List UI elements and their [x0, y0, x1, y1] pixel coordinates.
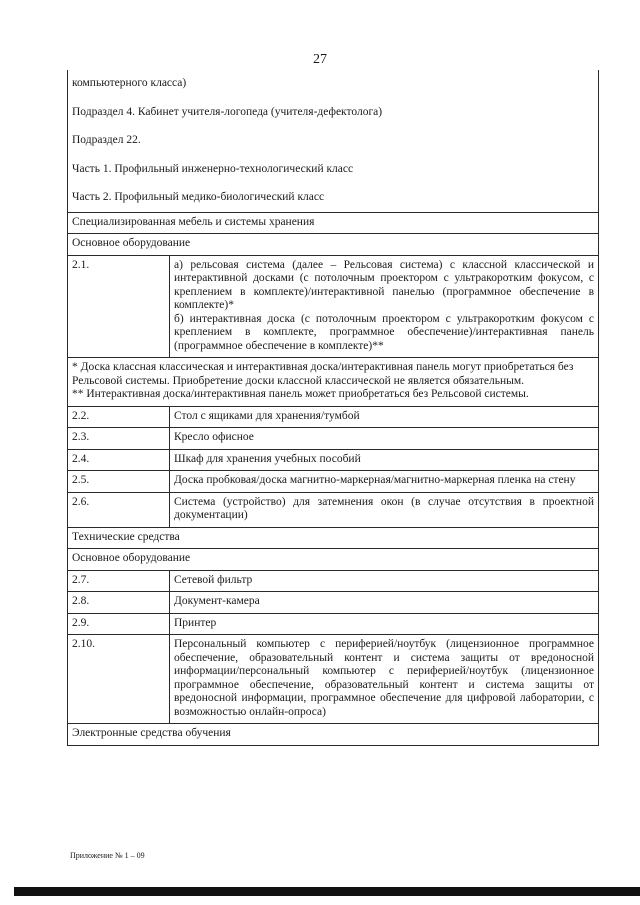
section-basic-equipment: Основное оборудование: [68, 549, 599, 571]
section-technical: Технические средства: [68, 527, 599, 549]
item-description: Шкаф для хранения учебных пособий: [170, 449, 599, 471]
intro-line: Подраздел 22.: [68, 126, 599, 155]
item-number: 2.8.: [68, 592, 170, 614]
item-number: 2.4.: [68, 449, 170, 471]
section-furniture: Специализированная мебель и системы хранения: [68, 212, 599, 234]
item-description: [170, 255, 599, 358]
item-number: 2.10.: [68, 635, 170, 724]
table-row: [68, 570, 599, 592]
notes-row: [68, 358, 599, 407]
item-description: Сетевой фильтр: [170, 570, 599, 592]
item-description: Стол с ящиками для хранения/тумбой: [170, 406, 599, 428]
item-option-b: б) интерактивная доска (с потолочным проектором с ультракоротким фокусом с креплением в комплекте, программное обеспечение)/интерактивная панель (программное обеспечение в комплекте)**: [174, 312, 594, 352]
intro-row: [68, 70, 599, 98]
table-row: [68, 471, 599, 493]
item-description: Принтер: [170, 613, 599, 635]
item-number: 2.5.: [68, 471, 170, 493]
page-footer: Приложение № 1 – 09: [70, 851, 145, 860]
table-row: [68, 613, 599, 635]
item-description: Кресло офисное: [170, 428, 599, 450]
intro-line: Часть 2. Профильный медико-биологический класс: [68, 183, 599, 212]
intro-row: [68, 126, 599, 155]
table-row: [68, 449, 599, 471]
table-row: [68, 592, 599, 614]
item-number: 2.3.: [68, 428, 170, 450]
intro-row: [68, 155, 599, 184]
item-description: Доска пробковая/доска магнитно-маркерная/магнитно-маркерная пленка на стену: [170, 471, 599, 493]
footnote-2: ** Интерактивная доска/интерактивная панель может приобретаться без Рельсовой системы.: [72, 388, 529, 400]
item-option-a: а) рельсовая система (далее – Рельсовая система) с классной классической и интерактивной досками (с потолочным проектором с ультракоротким фокусом, с креплением в комплекте)/интерактивной панелью (программное обеспечение в комплекте)*: [174, 258, 594, 311]
item-number: 2.7.: [68, 570, 170, 592]
section-row: [68, 212, 599, 234]
footnotes: [68, 358, 599, 407]
item-number: 2.6.: [68, 492, 170, 527]
item-description: Система (устройство) для затемнения окон (в случае отсутствия в проектной документации): [170, 492, 599, 527]
table-row: [68, 406, 599, 428]
scan-edge-bar: [14, 887, 640, 896]
table-row: [68, 492, 599, 527]
item-description: Персональный компьютер с периферией/ноутбук (лицензионное программное обеспечение, образовательный контент и система защиты от вредоносной информации/персональный компьютер с периферией/ноутбук (лицензионное программное обеспечение, образовательный контент и система защиты от вредоносной информации, программное обеспечение для цифровой лаборатории, с возможностью онлайн-опроса): [170, 635, 599, 724]
item-number: 2.2.: [68, 406, 170, 428]
intro-line: Часть 1. Профильный инженерно-технологический класс: [68, 155, 599, 184]
footnote-1: * Доска классная классическая и интерактивная доска/интерактивная панель могут приобретаться без Рельсовой системы. Приобретение доски классной классической не является обязательным.: [72, 361, 574, 387]
section-row: [68, 549, 599, 571]
section-row: [68, 527, 599, 549]
item-number: 2.9.: [68, 613, 170, 635]
table-row: [68, 635, 599, 724]
section-row: [68, 234, 599, 256]
table-row: [68, 428, 599, 450]
intro-line: компьютерного класса): [68, 70, 599, 98]
intro-line: Подраздел 4. Кабинет учителя-логопеда (учителя-дефектолога): [68, 98, 599, 127]
item-description: Документ-камера: [170, 592, 599, 614]
item-number: 2.1.: [68, 255, 170, 358]
table-row: [68, 255, 599, 358]
section-electronic: Электронные средства обучения: [68, 724, 599, 746]
intro-row: [68, 183, 599, 212]
page-number: 27: [313, 52, 327, 67]
section-row: [68, 724, 599, 746]
intro-row: [68, 98, 599, 127]
equipment-table: [67, 70, 599, 746]
section-basic-equipment: Основное оборудование: [68, 234, 599, 256]
